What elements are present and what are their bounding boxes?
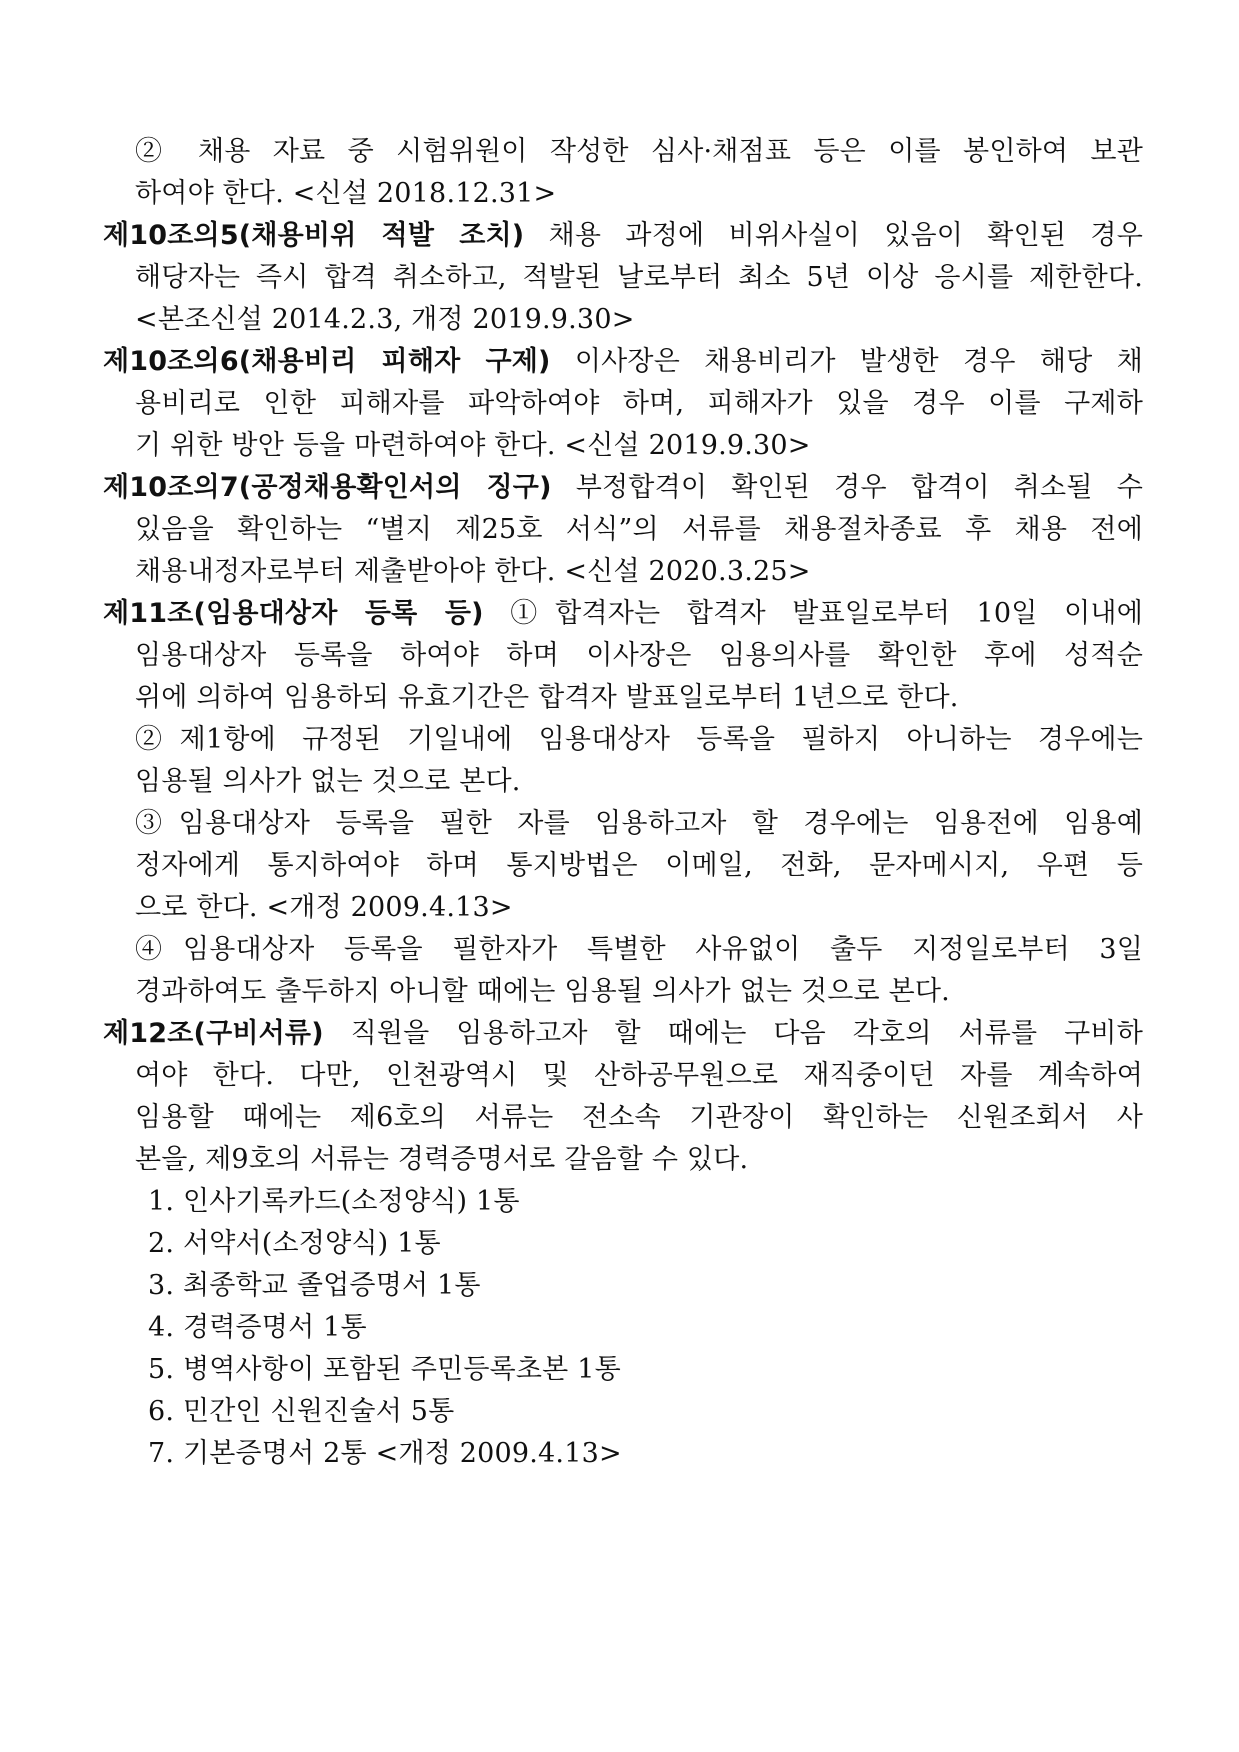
list-item: 4. 경력증명서 1통	[148, 1312, 367, 1343]
paragraph-line: 하여야 한다. <신설 2018.12.31>	[135, 178, 557, 209]
article-11-heading-line: 제11조(임용대상자 등록 등) ①합격자는 합격자 발표일로부터 10일 이내에	[103, 598, 1143, 629]
paragraph-line: 해당자는 즉시 합격 취소하고, 적발된 날로부터 최소 5년 이상 응시를 제한한다.	[135, 262, 1143, 293]
paragraph-line: 채용내정자로부터 제출받아야 한다. <신설 2020.3.25>	[135, 556, 811, 587]
paragraph-line: 임용될 의사가 없는 것으로 본다.	[135, 766, 521, 797]
article-title: 제10조의6(채용비리 피해자 구제)	[103, 346, 551, 377]
paragraph-line: 경과하여도 출두하지 아니할 때에는 임용될 의사가 없는 것으로 본다.	[135, 976, 950, 1007]
paragraph-line: ② 채용 자료 중 시험위원이 작성한 심사·채점표 등은 이를 봉인하여 보관	[135, 136, 1143, 167]
paragraph-line: 임용할 때에는 제6호의 서류는 전소속 기관장이 확인하는 신원조회서 사	[135, 1102, 1143, 1133]
paragraph-line: <본조신설 2014.2.3, 개정 2019.9.30>	[135, 304, 635, 335]
paragraph-line: 여야 한다. 다만, 인천광역시 및 산하공무원으로 재직중이던 자를 계속하여	[135, 1060, 1143, 1091]
article-10-7-heading-line: 제10조의7(공정채용확인서의 징구) 부정합격이 확인된 경우 합격이 취소될 수	[103, 472, 1143, 503]
paragraph-line: 임용대상자 등록을 하여야 하며 이사장은 임용의사를 확인한 후에 성적순	[135, 640, 1143, 671]
list-item: 6. 민간인 신원진술서 5통	[148, 1396, 455, 1427]
list-item: 2. 서약서(소정양식) 1통	[148, 1228, 441, 1259]
paragraph-line: ③임용대상자 등록을 필한 자를 임용하고자 할 경우에는 임용전에 임용예	[135, 808, 1143, 839]
article-title: 제12조(구비서류)	[103, 1018, 324, 1049]
list-item: 5. 병역사항이 포함된 주민등록초본 1통	[148, 1354, 621, 1385]
paragraph-line: 위에 의하여 임용하되 유효기간은 합격자 발표일로부터 1년으로 한다.	[135, 682, 959, 713]
paragraph-line: 으로 한다. <개정 2009.4.13>	[135, 892, 513, 923]
article-title: 제11조(임용대상자 등록 등)	[103, 598, 484, 629]
article-title: 제10조의5(채용비위 적발 조치)	[103, 220, 525, 251]
article-10-5-heading-line: 제10조의5(채용비위 적발 조치) 채용 과정에 비위사실이 있음이 확인된 경우	[103, 220, 1143, 251]
paragraph-line: 있음을 확인하는 “별지 제25호 서식”의 서류를 채용절차종료 후 채용 전에	[135, 514, 1143, 545]
list-item: 1. 인사기록카드(소정양식) 1통	[148, 1186, 520, 1217]
article-title: 제10조의7(공정채용확인서의 징구)	[103, 472, 552, 503]
list-item: 7. 기본증명서 2통 <개정 2009.4.13>	[148, 1438, 622, 1469]
paragraph-line: 기 위한 방안 등을 마련하여야 한다. <신설 2019.9.30>	[135, 430, 811, 461]
paragraph-line: 정자에게 통지하여야 하며 통지방법은 이메일, 전화, 문자메시지, 우편 등	[135, 850, 1143, 881]
list-item: 3. 최종학교 졸업증명서 1통	[148, 1270, 481, 1301]
article-10-6-heading-line: 제10조의6(채용비리 피해자 구제) 이사장은 채용비리가 발생한 경우 해당 채	[103, 346, 1143, 377]
paragraph-line: ④임용대상자 등록을 필한자가 특별한 사유없이 출두 지정일로부터 3일	[135, 934, 1143, 965]
paragraph-line: 용비리로 인한 피해자를 파악하여야 하며, 피해자가 있을 경우 이를 구제하	[135, 388, 1143, 419]
article-12-heading-line: 제12조(구비서류) 직원을 임용하고자 할 때에는 다음 각호의 서류를 구비하	[103, 1018, 1143, 1049]
paragraph-line: ②제1항에 규정된 기일내에 임용대상자 등록을 필하지 아니하는 경우에는	[135, 724, 1143, 755]
paragraph-line: 본을, 제9호의 서류는 경력증명서로 갈음할 수 있다.	[135, 1144, 749, 1175]
